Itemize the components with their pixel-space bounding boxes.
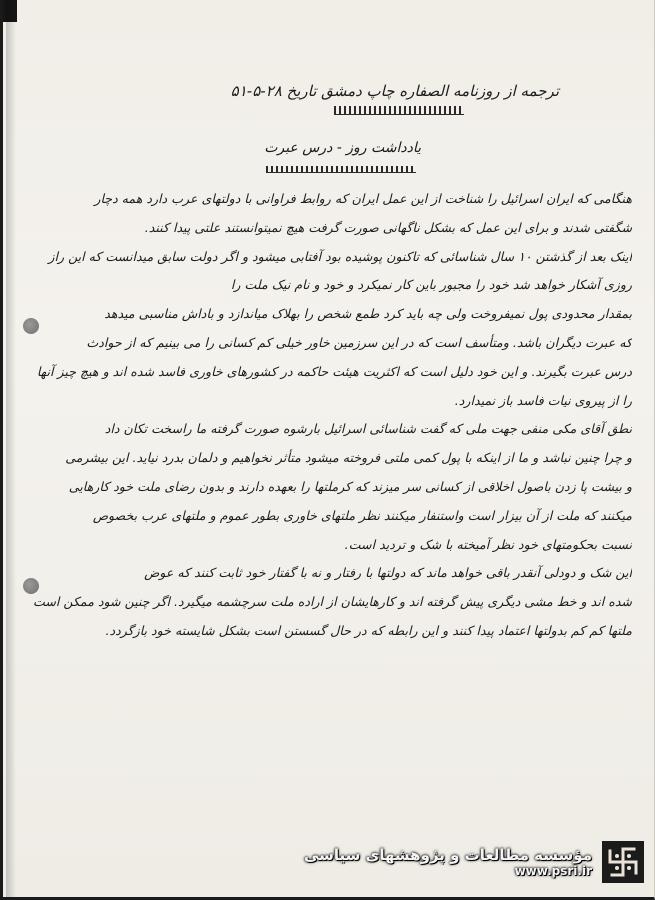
body-line: و بیشت پا زدن باصول اخلاقی از کسانی سر میزند که کرملتها را بعهده دارند و بدون رضای ملت خود کارهایی [68,478,632,494]
body-line: این شک و دودلی آنقدر باقی خواهد ماند که دولتها با رفتار و نه با گفتار خود ثابت کنند که عوض [144,565,632,581]
document-header: ترجمه از روزنامه الصفاره چاپ دمشق تاریخ ۲۸-۵-۵۱ [230,82,559,100]
institute-url: www.psri.ir [514,864,592,878]
body-line: اینک بعد از گذشتن ۱۰ سال شناسائی که تاکنون پوشیده بود آفتابی میشود و اگر دولت سابق میدانست که این راز [48,248,632,264]
punch-hole [23,578,39,594]
body-line: نطق آقای مکی منفی جهت ملی که گفت شناسائی اسرائیل بارشوه صورت گرفته ما راسخت تکان داد [104,421,632,437]
binding-shadow [6,0,16,900]
swastika-logo-icon [602,841,644,883]
body-line: شگفتی شدند و برای این عمل که بشکل ناگهانی صورت گرفت هیچ نمیتوانستند علتی پیدا کنند. [144,219,632,235]
body-line: ملتها کم کم بدولتها اعتماد پیدا کنند و این رابطه که در حال گسستن است بشکل شایسته خود بازگردد. [105,622,632,638]
header-ornament-divider [334,106,464,115]
body-line: که عبرت دیگران باشد. ومتأسف است که در این سرزمین خاور خیلی کم کسانی را می بینیم که از حوادث [86,334,632,350]
body-line: روزی آشکار خواهد شد خود را مجبور باین کار نمیکرد و خود و نام نیک ملت را [230,277,632,293]
body-line: میکنند که ملت از آن بیزار است واستنفار میکنند نظر ملتهای خاوری بطور عموم و ملتهای عرب بخصوص [92,507,632,523]
body-line: را از پیروی نیات فاسد باز نمیدارد. [454,392,632,408]
watermark-footer [304,841,644,883]
document-subtitle: یادداشت روز - درس عبرت [264,140,421,156]
watermark-text [304,846,592,878]
body-line: درس عبرت بگیرند. و این خود دلیل است که اکثریت هیئت حاکمه در کشورهای خاوری فاسد شده اند و هیچ چیز آنها [36,363,632,379]
body-line: بمقدار محدودی پول نمیفروخت ولی چه باید کرد طمع شخص را بهلاک میاندازد و باداش مناسبی میدهد [104,306,632,322]
body-line: و چرا چنین نباشد و ما از اینکه با پول کمی ملتی فروخته میشود متأثر نخواهیم و دلمان بدرد نیاید. این بیشرمی [65,450,632,466]
body-line: هنگامی که ایران اسرائیل را شناخت از این عمل ایران که روابط فراوانی با دولتهای عرب دارد همه دچار [94,191,632,206]
document-body [20,185,632,646]
punch-hole [23,318,39,334]
subtitle-ornament-divider [266,166,416,173]
body-line: نسبت بحکومتهای خود نظر آمیخته با شک و تردید است. [344,536,632,552]
institute-name: مؤسسه مطالعات و پژوهشهای سیاسی [303,846,592,864]
body-line: شده اند و خط مشی دیگری پیش گرفته اند و کارهایشان از اراده ملت سرچشمه میگیرد. اگر چنین شود ممکن است [32,594,632,610]
